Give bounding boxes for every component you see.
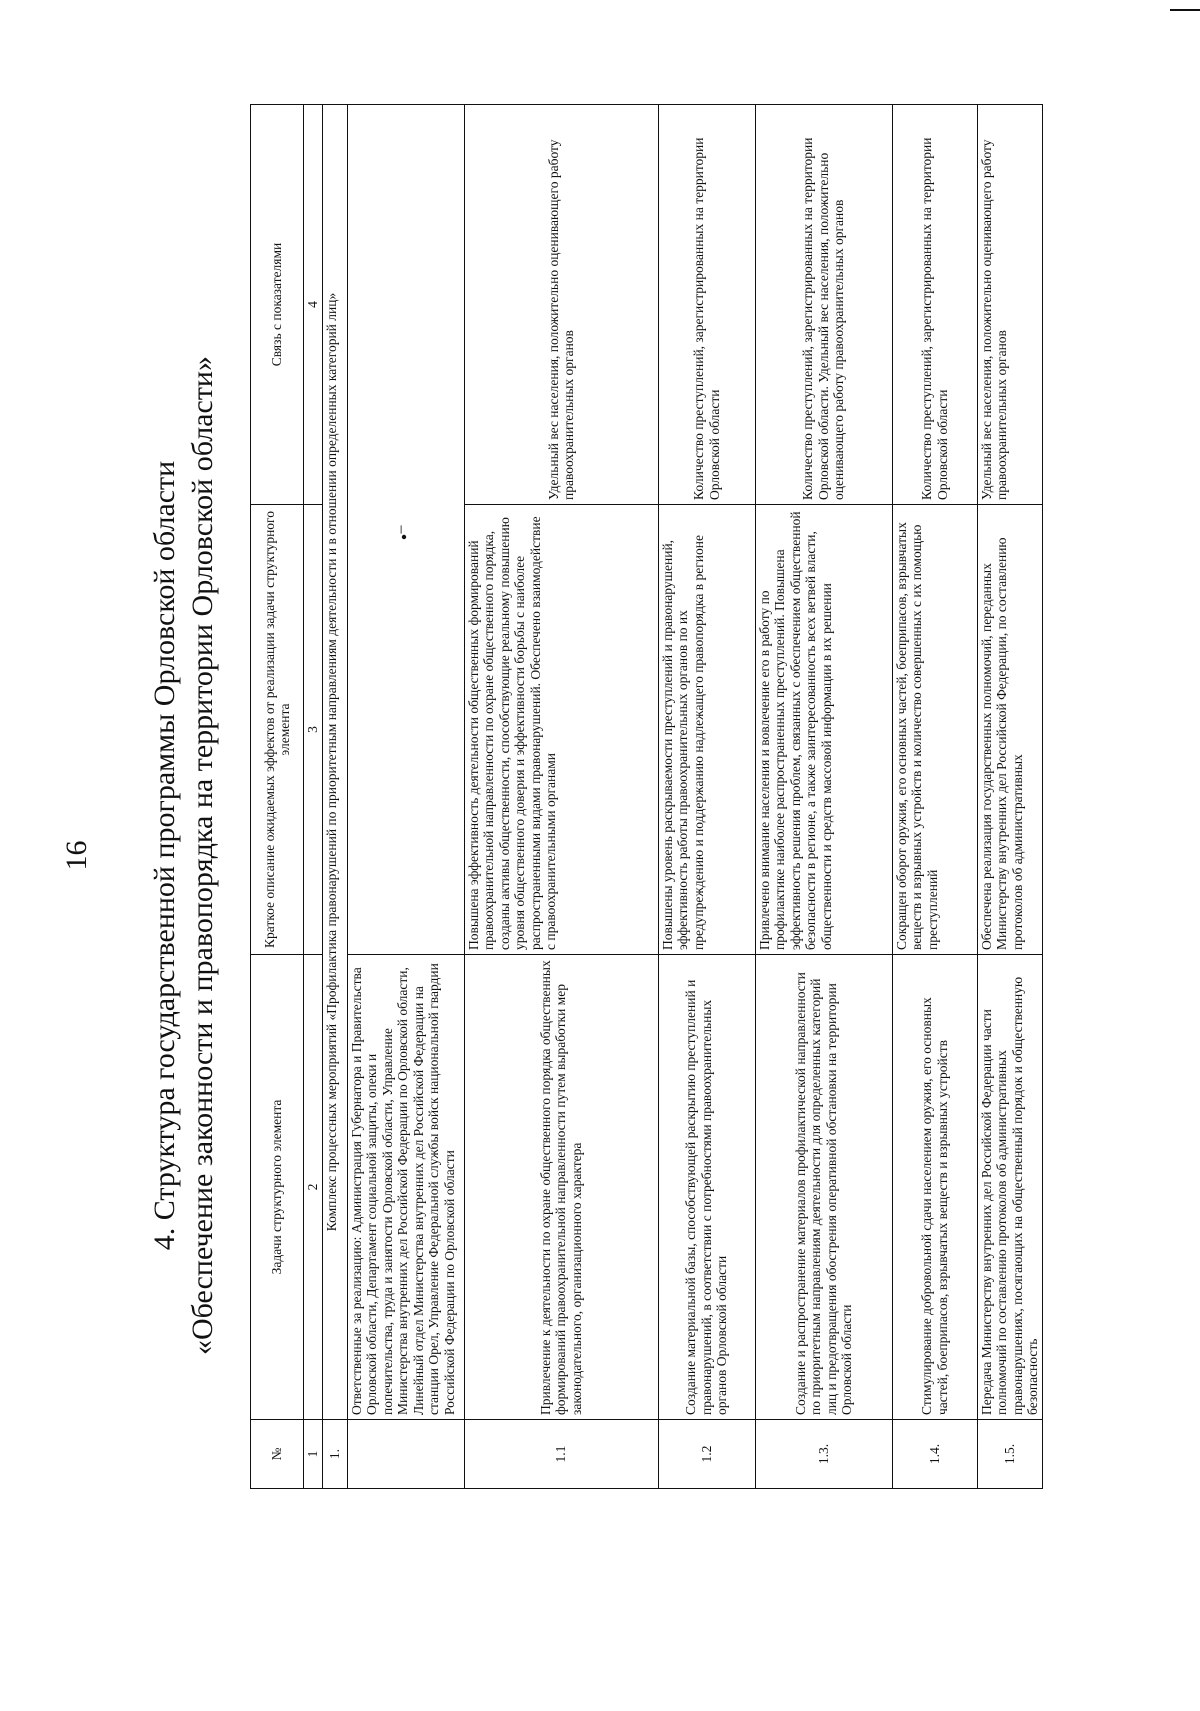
row-num: 1.2 xyxy=(658,1420,755,1489)
row-task: Создание и распространение материалов профилактической направленности по приоритетным направлениям деятельности для определенных категорий лиц и предотвращения обострения оперативной обстановки на территории Орловской области xyxy=(755,955,892,1420)
row-link: Количество преступлений, зарегистрированных на территории Орловской области xyxy=(892,105,977,505)
row-effects: Повышена эффективность деятельности общественных формирований правоохранительной направленности по охране общественного порядка, созданы активы общественности, способствующие реальному повышению уровня общественного доверия и эффективности борьбы с наиболее распространенными видами правонарушений. Обеспечено взаимодействие с правоохранительными органами xyxy=(464,505,658,955)
row-num: 1.3. xyxy=(755,1420,892,1489)
table-row xyxy=(658,105,755,1489)
table-row xyxy=(464,105,658,1489)
row-task: Привлечение к деятельности по охране общественного порядка общественных формирований правоохранительной направленности путем выработки мер законодательного, организационного характера xyxy=(464,955,658,1420)
row-link: Удельный вес населения, положительно оценивающего работу правоохранительных органов xyxy=(464,105,658,505)
row-link: Количество преступлений, зарегистрированных на территории Орловской области xyxy=(658,105,755,505)
program-structure-table xyxy=(250,104,1043,1489)
section-row xyxy=(322,105,347,1489)
row-task: Создание материальной базы, способствующей раскрытию преступлений и правонарушений, в соответствии с потребностями правоохранительных органов Орловской области xyxy=(658,955,755,1420)
table-header-row xyxy=(251,105,304,1489)
responsible-num-cell xyxy=(347,1420,464,1489)
row-effects: Сокращен оборот оружия, его основных частей, боеприпасов, взрывчатых веществ и взрывных устройств и количество совершенных с их помощью преступлений xyxy=(892,505,977,955)
header-task: Задачи структурного элемента xyxy=(251,955,304,1420)
column-number: 2 xyxy=(304,955,323,1420)
row-num: 1.5. xyxy=(977,1420,1042,1489)
row-task: Стимулирование добровольной сдачи населением оружия, его основных частей, боеприпасов, взрывчатых веществ и взрывных устройств xyxy=(892,955,977,1420)
column-number: 1 xyxy=(304,1420,323,1489)
section-num: 1. xyxy=(322,1420,347,1489)
header-link: Связь с показателями xyxy=(251,105,304,505)
row-effects: Повышены уровень раскрываемости преступлений и правонарушений, эффективность работы правоохранительных органов по их предупреждению и поддержанию надлежащего правопорядка в регионе xyxy=(658,505,755,955)
header-num: № xyxy=(251,1420,304,1489)
row-num: 1.4. xyxy=(892,1420,977,1489)
column-number-row xyxy=(304,105,323,1489)
responsible-row xyxy=(347,105,464,1489)
empty-dash: – xyxy=(391,525,409,534)
row-task: Передача Министерству внутренних дел Российской Федерации части полномочий по составлению протоколов об административных правонарушениях, посягающих на общественный порядок и общественную безопасность xyxy=(977,955,1042,1420)
responsible-dash-cell xyxy=(347,105,464,955)
table-row xyxy=(755,105,892,1489)
row-link: Количество преступлений, зарегистрированных на территории Орловской области. Удельный вес населения, положительно оценивающего работу правоохранительных органов xyxy=(755,105,892,505)
row-num: 1.1 xyxy=(464,1420,658,1489)
column-number: 3 xyxy=(304,505,323,955)
page-number: 16 xyxy=(60,840,93,871)
document-title-line-1: 4. Структура государственной программы Орловской области xyxy=(148,460,181,1251)
document-title-line-2: «Обеспечение законности и правопорядка на территории Орловской области» xyxy=(186,356,219,1355)
row-effects: Обеспечена реализация государственных полномочий, переданных Министерству внутренних дел Российской Федерации, по составлению протоколов об административных xyxy=(977,505,1042,955)
row-effects: Привлечено внимание населения и вовлечение его в работу по профилактике наиболее распространенных преступлений. Повышена эффективность решения проблем, связанных с обеспечением общественной безопасности в регионе, а также заинтересованность всех ветвей власти, общественности и средств массовой информации в их решении xyxy=(755,505,892,955)
responsible-text: Ответственные за реализацию: Администрация Губернатора и Правительства Орловской области, Департамент социальной защиты, опеки и попечительства, труда и занятости Орловской области, Управление Министерства внутренних дел Российской Федерации по Орловской области, Линейный отдел Министерства внутренних дел Российской Федерации на станции Орел, Управление Федеральной службы войск национальной гвардии Российской Федерации по Орловской области xyxy=(347,955,464,1420)
row-link: Удельный вес населения, положительно оценивающего работу правоохранительных органов xyxy=(977,105,1042,505)
table-row xyxy=(977,105,1042,1489)
section-title: Комплекс процессных мероприятий «Профилактика правонарушений по приоритетным направлениям деятельности и в отношении определенных категорий лиц» xyxy=(322,105,347,1420)
header-effects: Краткое описание ожидаемых эффектов от реализации задачи структурного элемента xyxy=(251,505,304,955)
column-number: 4 xyxy=(304,105,323,505)
table-row xyxy=(892,105,977,1489)
